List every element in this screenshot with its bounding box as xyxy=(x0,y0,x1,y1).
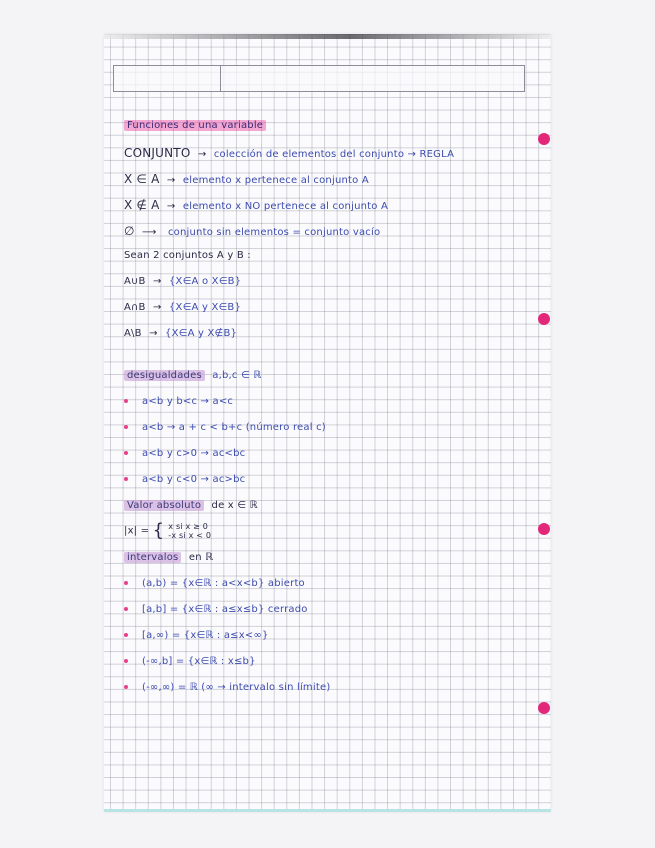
definition-text: elemento x NO pertenece al conjunto A xyxy=(182,201,389,212)
definition-empty-set xyxy=(124,224,380,238)
definition-term: X ∉ A xyxy=(124,198,160,212)
interval-item xyxy=(124,604,308,615)
intervals-domain: en ℝ xyxy=(188,552,214,563)
definition-text: colección de elementos del conjunto → REGLA xyxy=(213,149,455,160)
arrow-icon: → xyxy=(197,149,207,160)
bullet-icon xyxy=(124,659,128,663)
inequality-text: a<b → a + c < b+c (número real c) xyxy=(142,422,326,433)
inequalities-title: desigualdades xyxy=(124,370,205,381)
interval-text: [a,∞) = {x∈ℝ : a≤x<∞} xyxy=(142,630,269,641)
bullet-icon xyxy=(124,685,128,689)
set-op-text: {X∈A y X∉B} xyxy=(165,328,238,339)
intervals-title: intervalos xyxy=(124,552,181,563)
definition-element-in xyxy=(124,172,369,186)
inequality-text: a<b y c<0 → ac>bc xyxy=(142,474,246,485)
interval-text: (a,b) = {x∈ℝ : a<x<b} abierto xyxy=(142,578,305,589)
set-op-intersection xyxy=(124,302,241,313)
absolute-case-negative: -x si x < 0 xyxy=(168,530,212,540)
inequality-text: a<b y b<c → a<c xyxy=(142,396,234,407)
set-op-union xyxy=(124,276,241,287)
arrow-icon: → xyxy=(166,201,176,212)
interval-item xyxy=(124,656,256,667)
inequality-rule xyxy=(124,422,326,433)
inequality-text: a<b y c>0 → ac<bc xyxy=(142,448,246,459)
definition-term: CONJUNTO xyxy=(124,146,191,160)
binder-hole-icon xyxy=(538,523,550,535)
header-divider xyxy=(220,66,221,91)
bullet-icon xyxy=(124,399,128,403)
binder-hole-icon xyxy=(538,133,550,145)
bullet-icon xyxy=(124,633,128,637)
inequalities-domain: a,b,c ∈ ℝ xyxy=(212,370,262,381)
page-title xyxy=(124,120,266,131)
binder-hole-icon xyxy=(538,702,550,714)
set-op-text: {X∈A o X∈B} xyxy=(169,276,242,287)
inequality-rule xyxy=(124,396,233,407)
interval-item xyxy=(124,630,269,641)
set-op-term: A∩B xyxy=(124,302,146,313)
interval-text: [a,b] = {x∈ℝ : a≤x≤b} cerrado xyxy=(142,604,308,615)
inequalities-heading xyxy=(124,370,261,381)
bullet-icon xyxy=(124,477,128,481)
bullet-icon xyxy=(124,425,128,429)
definition-text: conjunto sin elementos = conjunto vacío xyxy=(167,227,381,238)
binder-hole-icon xyxy=(538,313,550,325)
set-op-text: {X∈A y X∈B} xyxy=(169,302,242,313)
inequality-rule xyxy=(124,448,245,459)
set-op-difference xyxy=(124,328,237,339)
bullet-icon xyxy=(124,451,128,455)
set-op-term: A∪B xyxy=(124,276,146,287)
notebook-page xyxy=(104,34,551,812)
absolute-definition xyxy=(124,520,211,541)
set-op-term: A\B xyxy=(124,328,142,339)
absolute-lhs: |x| = xyxy=(124,525,150,537)
absolute-title: Valor absoluto xyxy=(124,500,204,511)
intervals-heading xyxy=(124,552,213,563)
definition-conjunto xyxy=(124,146,454,160)
page-top-edge xyxy=(104,34,551,39)
arrow-icon: → xyxy=(149,328,158,339)
absolute-heading xyxy=(124,500,258,511)
interval-text: (-∞,b] = {x∈ℝ : x≤b} xyxy=(142,656,256,667)
interval-item xyxy=(124,682,330,693)
definition-term: X ∈ A xyxy=(124,172,160,186)
title-highlight: Funciones de una variable xyxy=(124,120,266,131)
inequality-rule xyxy=(124,474,245,485)
absolute-case-positive: x si x ≥ 0 xyxy=(168,521,209,531)
definition-text: elemento x pertenece al conjunto A xyxy=(182,175,369,186)
arrow-icon: → xyxy=(153,302,162,313)
bullet-icon xyxy=(124,607,128,611)
piecewise-cases xyxy=(168,522,211,540)
empty-set-symbol: ∅ xyxy=(124,224,135,238)
interval-text: (-∞,∞) = ℝ (∞ → intervalo sin límite) xyxy=(142,682,331,693)
interval-item xyxy=(124,578,305,589)
definition-element-not-in xyxy=(124,198,388,212)
absolute-domain: de x ∈ ℝ xyxy=(211,500,258,511)
page-bottom-edge xyxy=(104,809,551,812)
arrow-icon: → xyxy=(153,276,162,287)
bullet-icon xyxy=(124,581,128,585)
arrow-icon: → xyxy=(166,175,176,186)
page-header-box xyxy=(113,65,525,92)
brace-icon: { xyxy=(152,520,165,541)
sets-intro: Sean 2 conjuntos A y B : xyxy=(124,250,251,261)
long-arrow-icon: ⟶ xyxy=(142,227,157,238)
